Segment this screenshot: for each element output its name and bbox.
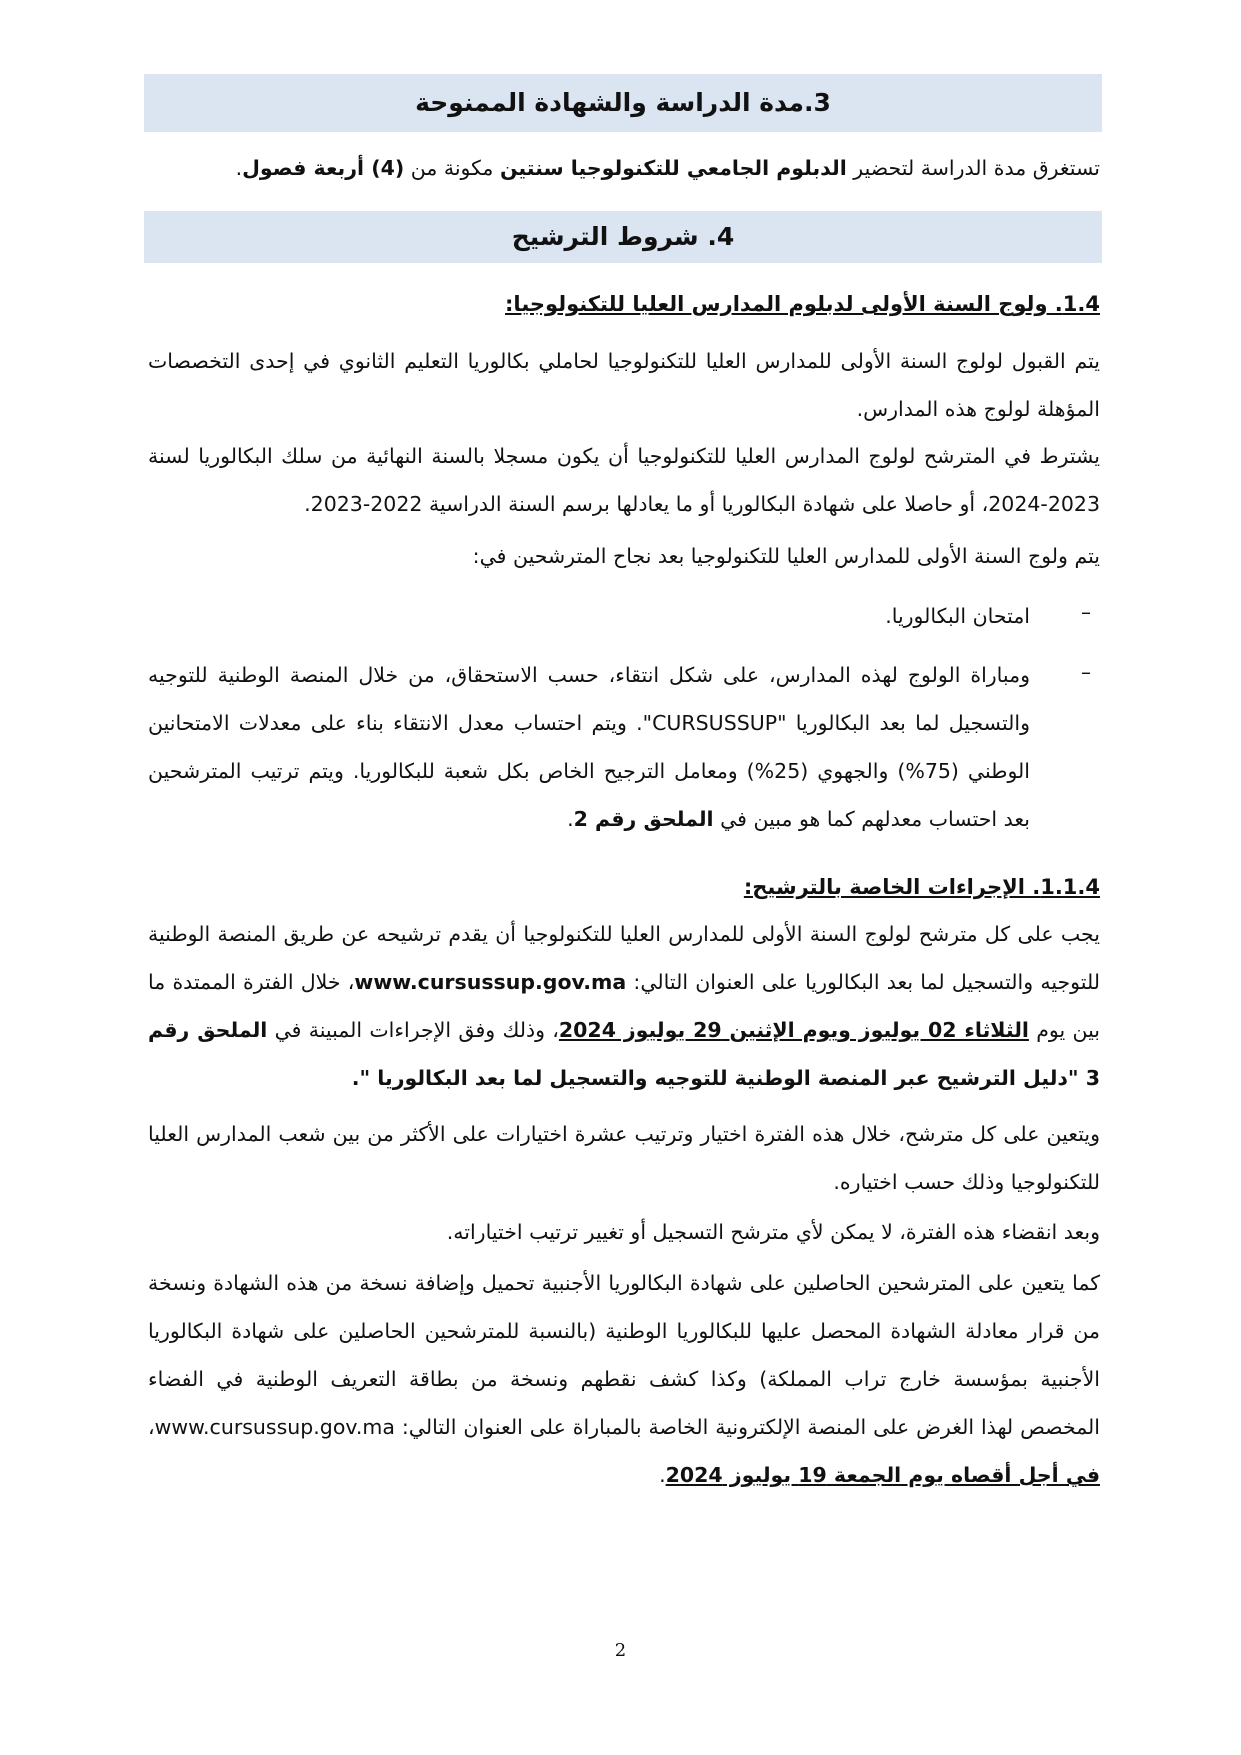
- application-procedure-paragraph: يجب على كل مترشح لولوج السنة الأولى للمدارس العليا للتكنولوجيا أن يقدم ترشيحه عن طريق المنصة الوطنية للتوجيه والتسجيل لما بعد البكالوريا على العنوان التالي: www.cursussup.gov.ma، خلال الفترة الممتدة ما بين يوم الثلاثاء 02 يوليوز ويوم الإثنين 29 يوليوز 2024، وذلك وفق الإجراءات المبينة في الملحق رقم 3 "دليل الترشيح عبر المنصة الوطنية للتوجيه والتسجيل لما بعد البكالوريا ".: [148, 922, 1101, 1090]
- deadline-closure-paragraph: وبعد انقضاء هذه الفترة، لا يمكن لأي مترشح التسجيل أو تغيير ترتيب اختياراته.: [446, 1220, 1100, 1244]
- section-3-heading: 3.مدة الدراسة والشهادة الممنوحة: [144, 74, 1102, 132]
- bullet-item-2: ومباراة الولوج لهذه المدارس، على شكل انتقاء، حسب الاستحقاق، من خلال المنصة الوطنية للتوجيه والتسجيل لما بعد البكالوريا "CURSUSSUP". ويتم احتساب معدل الانتقاء بناء على معدلات الامتحانين الوطني (75%) والجهوي (25%) ومعامل الترجيح الخاص بكل شعبة للبكالوريا. ويتم ترتيب المترشحين بعد احتساب معدلهم كما هو مبين في الملحق رقم 2.: [148, 663, 1030, 831]
- bullet-dash-1: –: [1081, 600, 1091, 624]
- choices-paragraph: ويتعين على كل مترشح، خلال هذه الفترة اختيار وترتيب عشرة اختيارات على الأكثر من بين شعب المدارس العليا للتكنولوجيا وذلك حسب اختياره.: [148, 1122, 1100, 1194]
- bullet-item-1: امتحان البكالوريا.: [885, 604, 1030, 628]
- page-number: 2: [614, 1640, 627, 1661]
- annex-3-reference: الملحق رقم 3 "دليل الترشيح عبر المنصة الوطنية للتوجيه والتسجيل لما بعد البكالوريا ".: [148, 1018, 1100, 1090]
- cursussup-link-1[interactable]: www.cursussup.gov.ma: [354, 970, 627, 994]
- section-3-paragraph: تستغرق مدة الدراسة لتحضير الدبلوم الجامعي للتكنولوجيا سنتين مكونة من (4) أربعة فصول.: [235, 156, 1100, 180]
- section-4-heading: 4. شروط الترشيح: [144, 211, 1102, 263]
- application-dates: الثلاثاء 02 يوليوز ويوم الإثنين 29 يوليوز 2024: [558, 1018, 1029, 1042]
- bullet-dash-2: –: [1081, 660, 1091, 684]
- admission-paragraph: يتم القبول لولوج السنة الأولى للمدارس العليا للتكنولوجيا لحاملي بكالوريا التعليم الثانوي في إحدى التخصصات المؤهلة لولوج هذه المدارس.: [148, 349, 1100, 421]
- foreign-baccalaureate-paragraph: كما يتعين على المترشحين الحاصلين على شهادة البكالوريا الأجنبية تحميل وإضافة نسخة من هذه الشهادة ونسخة من قرار معادلة الشهادة المحصل عليها للبكالوريا الوطنية (بالنسبة للمترشحين الحاصلين على شهادة البكالوريا الأجنبية بمؤسسة خارج تراب المملكة) وكذا كشف نقطهم ونسخة من بطاقة التعريف الوطنية في الفضاء المخصص لهذا الغرض على المنصة الإلكترونية الخاصة بالمباراة على العنوان التالي: www.cursussup.gov.ma، في أجل أقصاه يوم الجمعة 19 يوليوز 2024.: [148, 1271, 1100, 1487]
- cursussup-link-2[interactable]: www.cursussup.gov.ma: [154, 1415, 395, 1439]
- subsection-1-1-4-heading: 1.1.4. الإجراءات الخاصة بالترشيح:: [743, 875, 1100, 899]
- eligibility-paragraph: يشترط في المترشح لولوج المدارس العليا للتكنولوجيا أن يكون مسجلا بالسنة النهائية من سلك البكالوريا لسنة 2023-2024، أو حاصلا على شهادة البكالوريا أو ما يعادلها برسم السنة الدراسية 2022-2023.: [148, 444, 1100, 516]
- success-conditions-paragraph: يتم ولوج السنة الأولى للمدارس العليا للتكنولوجيا بعد نجاح المترشحين في:: [472, 544, 1100, 568]
- subsection-1-4-heading: 1.4. ولوج السنة الأولى لدبلوم المدارس العليا للتكنولوجيا:: [505, 292, 1100, 316]
- upload-deadline: في أجل أقصاه يوم الجمعة 19 يوليوز 2024: [665, 1463, 1100, 1487]
